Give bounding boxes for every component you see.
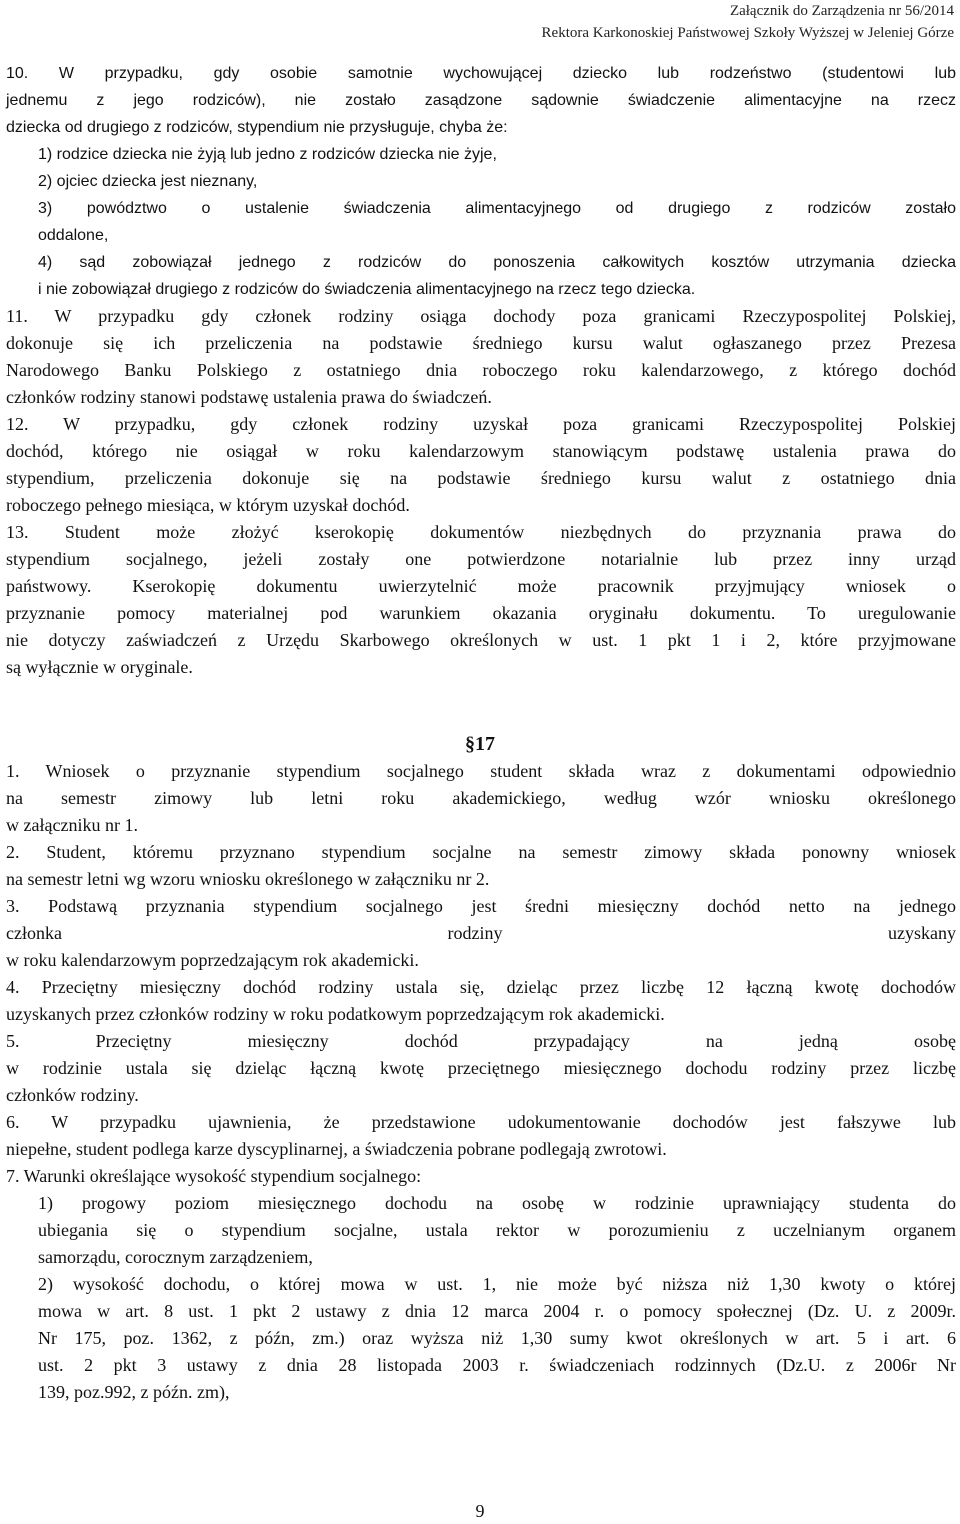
s17-p3-line3: w roku kalendarzowym poprzedzającym rok akademicki. xyxy=(6,950,419,970)
para10-line3: dziecka od drugiego z rodziców, stypendium nie przysługuje, chyba że: xyxy=(6,119,508,136)
para11-line1: 11. W przypadku gdy członek rodziny osiąga dochody poza granicami Rzeczypospolitej Polskiej, xyxy=(6,306,956,326)
s17-p2-line2: na semestr letni wg wzoru wniosku określonego w załączniku nr 2. xyxy=(6,869,490,889)
s17-p7-item2-line4: ust. 2 pkt 3 ustawy z dnia 28 listopada 2003 r. świadczeniach rodzinnych (Dz.U. z 2006r Nr xyxy=(38,1355,956,1375)
s17-p1-line3: w załączniku nr 1. xyxy=(6,815,138,835)
para11-line4: członków rodziny stanowi podstawę ustalenia prawa do świadczeń. xyxy=(6,387,492,407)
s17-p4-line1: 4. Przeciętny miesięczny dochód rodziny ustala się, dzieląc przez liczbę 12 łączną kwotę dochodów xyxy=(6,977,956,997)
s17-p1-line1: 1. Wniosek o przyznanie stypendium socjalnego student składa wraz z dokumentami odpowiednio xyxy=(6,761,956,781)
para11-line3: Narodowego Banku Polskiego z ostatniego dnia roboczego roku kalendarzowego, z którego dochód xyxy=(6,360,956,380)
para10-item4-line2: i nie zobowiązał drugiego z rodziców do świadczenia alimentacyjnego na rzecz tego dziecka. xyxy=(38,281,696,298)
para13-line6: są wyłącznie w oryginale. xyxy=(6,657,193,677)
section-heading: §17 xyxy=(465,733,495,755)
s17-p7-item2-line1: 2) wysokość dochodu, o której mowa w ust. 1, nie może być niższa niż 1,30 kwoty o której xyxy=(38,1274,956,1294)
para12-line3: stypendium, przeliczenia dokonuje się na podstawie średniego kursu walut z ostatniego dnia xyxy=(6,468,956,488)
para13-line4: przyznanie pomocy materialnej pod warunkiem okazania oryginału dokumentu. To uregulowanie xyxy=(6,603,956,623)
para13-line5: nie dotyczy zaświadczeń z Urzędu Skarbowego określonych w ust. 1 pkt 1 i 2, które przyjmowane xyxy=(6,630,956,650)
para12-line2: dochód, którego nie osiągał w roku kalendarzowym stanowiącym podstawę ustalenia prawa do xyxy=(6,441,956,461)
para10-line1: 10. W przypadku, gdy osobie samotnie wychowującej dziecko lub rodzeństwo (studentowi lub xyxy=(6,65,956,82)
s17-p4-line2: uzyskanych przez członków rodziny w roku podatkowym poprzedzającym rok akademicki. xyxy=(6,1004,665,1024)
s17-p3-line2: członka rodziny uzyskany xyxy=(6,923,956,943)
s17-p7-item1-line1: 1) progowy poziom miesięcznego dochodu na osobę w rodzinie uprawniający studenta do xyxy=(38,1193,956,1213)
s17-p7-heading: 7. Warunki określające wysokość stypendium socjalnego: xyxy=(6,1166,422,1186)
para13-line3: państwowy. Kserokopię dokumentu uwierzytelnić może pracownik przyjmujący wniosek o xyxy=(6,576,956,596)
para12-line4: roboczego pełnego miesiąca, w którym uzyskał dochód. xyxy=(6,495,410,515)
s17-p7-item1-line2: ubiegania się o stypendium socjalne, ustala rektor w porozumieniu z uczelnianym organem xyxy=(38,1220,956,1240)
para10-item3-line1: 3) powództwo o ustalenie świadczenia alimentacyjnego od drugiego z rodziców zostało xyxy=(38,200,956,217)
para10-item4-line1: 4) sąd zobowiązał jednego z rodziców do ponoszenia całkowitych kosztów utrzymania dziecka xyxy=(38,254,956,271)
s17-p2-line1: 2. Student, któremu przyznano stypendium socjalne na semestr zimowy składa ponowny wniosek xyxy=(6,842,956,862)
para13-line1: 13. Student może złożyć kserokopię dokumentów niezbędnych do przyznania prawa do xyxy=(6,522,956,542)
s17-p5-line2: w rodzinie ustala się dzieląc łączną kwotę przeciętnego miesięcznego dochodu rodziny przez liczbę xyxy=(6,1058,956,1078)
para10-item1: 1) rodzice dziecka nie żyją lub jedno z rodziców dziecka nie żyje, xyxy=(38,146,497,163)
page-number: 9 xyxy=(475,1501,485,1521)
para10-line2: jednemu z jego rodziców), nie zostało zasądzone sądownie świadczenie alimentacyjne na rzecz xyxy=(6,92,956,109)
s17-p7-item2-line2: mowa w art. 8 ust. 1 pkt 2 ustawy z dnia 12 marca 2004 r. o pomocy społecznej (Dz. U. z 2009r. xyxy=(38,1301,956,1321)
para11-line2: dokonuje się ich przeliczenia na podstawie średniego kursu walut ogłaszanego przez Prezesa xyxy=(6,333,956,353)
s17-p5-line1: 5. Przeciętny miesięczny dochód przypadający na jedną osobę xyxy=(6,1031,956,1051)
s17-p6-line1: 6. W przypadku ujawnienia, że przedstawione udokumentowanie dochodów jest fałszywe lub xyxy=(6,1112,956,1132)
header-rector-line: Rektora Karkonoskiej Państwowej Szkoły Wyższej w Jeleniej Górze xyxy=(541,25,954,41)
s17-p3-line1: 3. Podstawą przyznania stypendium socjalnego jest średni miesięczny dochód netto na jednego xyxy=(6,896,956,916)
para10-item3-line2: oddalone, xyxy=(38,227,109,244)
header-attachment-line: Załącznik do Zarządzenia nr 56/2014 xyxy=(729,3,954,19)
s17-p7-item2-line3: Nr 175, poz. 1362, z późn, zm.) oraz wyższa niż 1,30 sumy kwot określonych w art. 5 i art. 6 xyxy=(38,1328,956,1348)
s17-p7-item1-line3: samorządu, corocznym zarządzeniem, xyxy=(38,1247,313,1267)
para13-line2: stypendium socjalnego, jeżeli zostały one potwierdzone notarialnie lub przez inny urząd xyxy=(6,549,956,569)
para12-line1: 12. W przypadku, gdy członek rodziny uzyskał poza granicami Rzeczypospolitej Polskiej xyxy=(6,414,956,434)
s17-p6-line2: niepełne, student podlega karze dyscyplinarnej, a świadczenia pobrane podlegają zwrotowi. xyxy=(6,1139,667,1159)
s17-p1-line2: na semestr zimowy lub letni roku akademickiego, według wzór wniosku określonego xyxy=(6,788,956,808)
s17-p5-line3: członków rodziny. xyxy=(6,1085,139,1105)
s17-p7-item2-line5: 139, poz.992, z późn. zm), xyxy=(38,1382,230,1402)
para10-item2: 2) ojciec dziecka jest nieznany, xyxy=(38,173,258,190)
